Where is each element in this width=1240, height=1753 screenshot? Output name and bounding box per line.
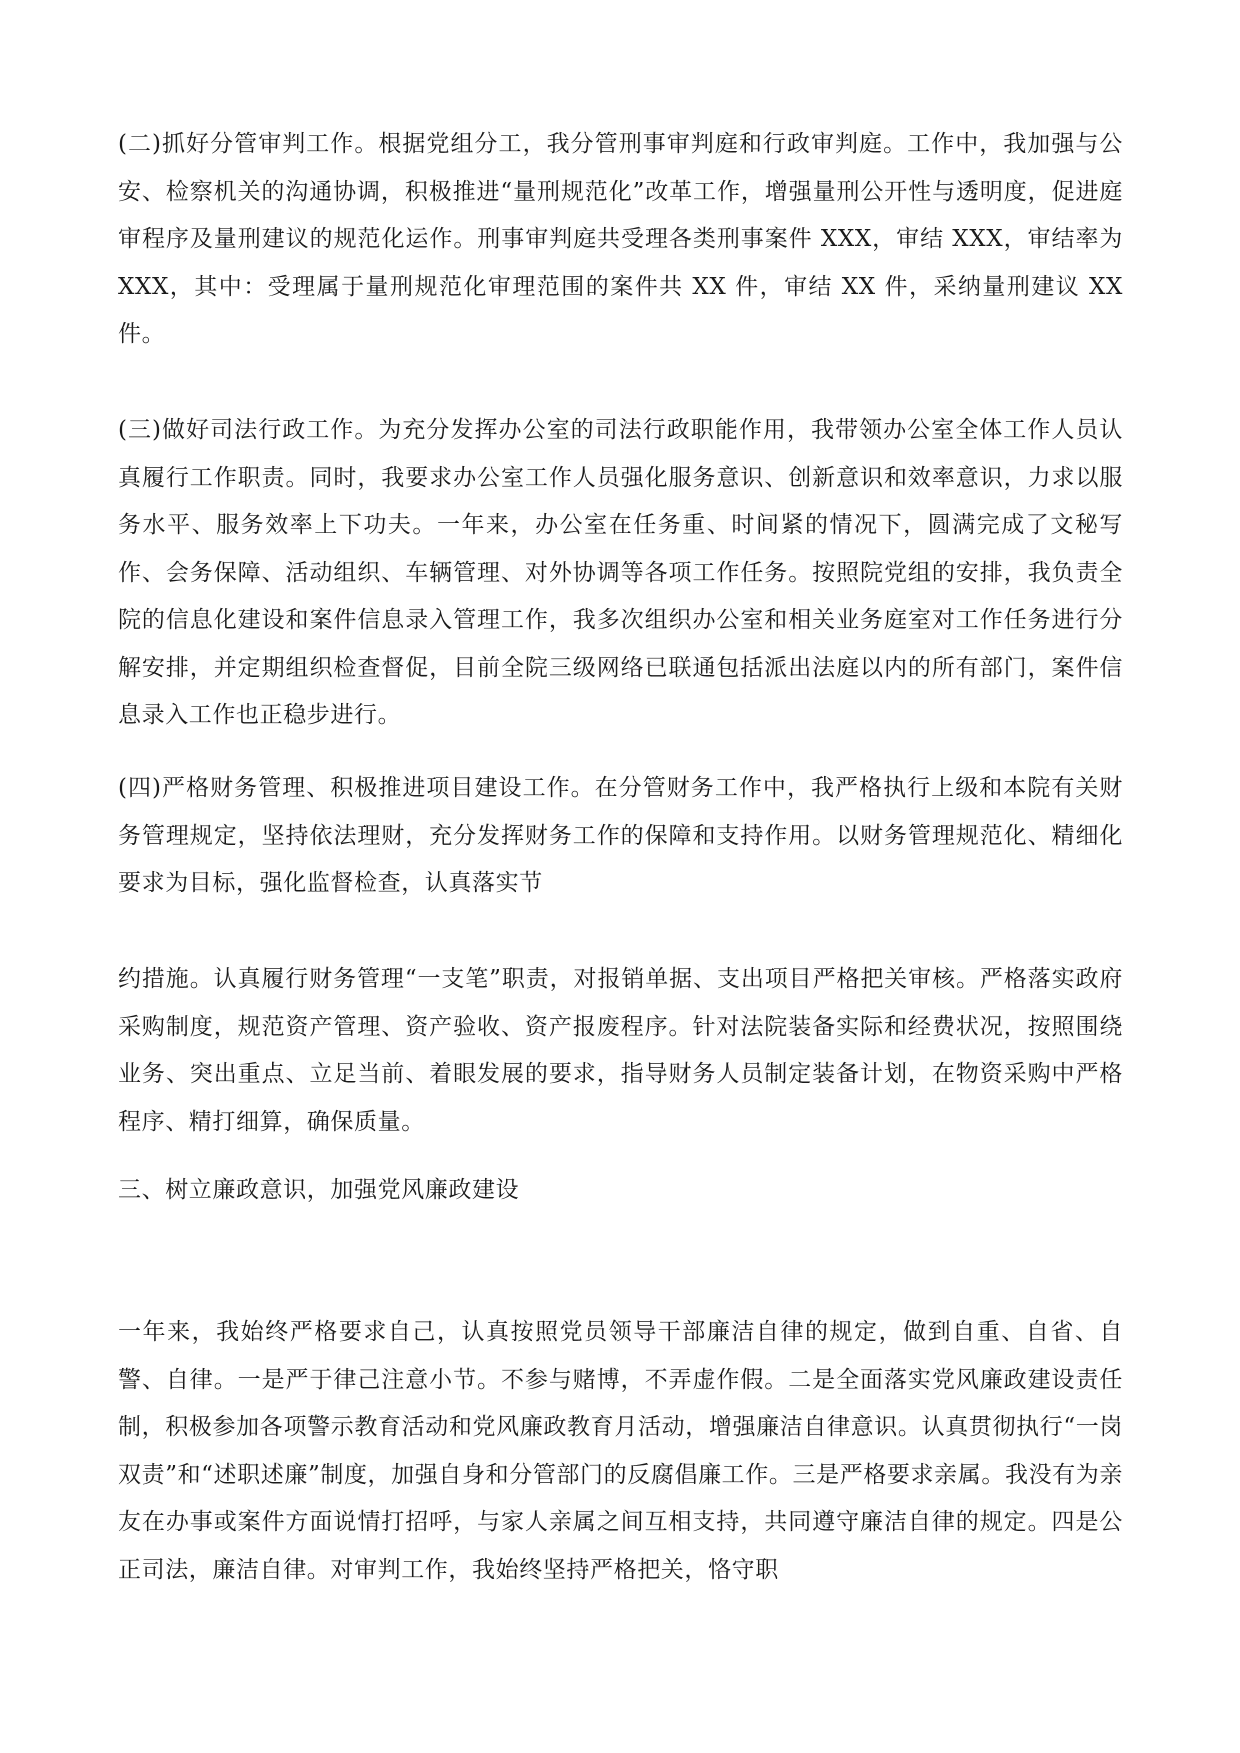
- paragraph-criminal-trial-work: (二)抓好分管审判工作。根据党组分工，我分管刑事审判庭和行政审判庭。工作中，我加强与公安、检察机关的沟通协调，积极推进“量刑规范化”改革工作，增强量刑公开性与透明度，促进庭审程序及量刑建议的规范化运作。刑事审判庭共受理各类刑事案件 XXX，审结 XXX，审结率为 XXX，其中：受理属于量刑规范化审理范围的案件共 XX 件，审结 XX 件，采纳量刑建议 XX 件。: [118, 131, 1123, 347]
- paragraph-self-discipline: 一年来，我始终严格要求自己，认真按照党员领导干部廉洁自律的规定，做到自重、自省、自警、自律。一是严于律己注意小节。不参与赌博，不弄虚作假。二是全面落实党风廉政建设责任制，积极参加各项警示教育活动和党风廉政教育月活动，增强廉洁自律意识。认真贯彻执行“一岗双责”和“述职述廉”制度，加强自身和分管部门的反腐倡廉工作。三是严格要求亲属。我没有为亲友在办事或案件方面说情打招呼，与家人亲属之间互相支持，共同遵守廉洁自律的规定。四是公正司法，廉洁自律。对审判工作，我始终坚持严格把关，恪守职: [118, 1319, 1123, 1583]
- section-heading-integrity: 三、树立廉政意识，加强党风廉政建设: [118, 1177, 520, 1203]
- paragraph-financial-management: (四)严格财务管理、积极推进项目建设工作。在分管财务工作中，我严格执行上级和本院有关财务管理规定，坚持依法理财，充分发挥财务工作的保障和支持作用。以财务管理规范化、精细化要求为目标，强化监督检查，认真落实节: [118, 775, 1123, 896]
- paragraph-financial-continued: 约措施。认真履行财务管理“一支笔”职责，对报销单据、支出项目严格把关审核。严格落实政府采购制度，规范资产管理、资产验收、资产报废程序。针对法院装备实际和经费状况，按照围绕业务、突出重点、立足当前、着眼发展的要求，指导财务人员制定装备计划，在物资采购中严格程序、精打细算，确保质量。: [118, 966, 1123, 1135]
- paragraph-judicial-admin-work: (三)做好司法行政工作。为充分发挥办公室的司法行政职能作用，我带领办公室全体工作人员认真履行工作职责。同时，我要求办公室工作人员强化服务意识、创新意识和效率意识，力求以服务水平、服务效率上下功夫。一年来，办公室在任务重、时间紧的情况下，圆满完成了文秘写作、会务保障、活动组织、车辆管理、对外协调等各项工作任务。按照院党组的安排，我负责全院的信息化建设和案件信息录入管理工作，我多次组织办公室和相关业务庭室对工作任务进行分解安排，并定期组织检查督促，目前全院三级网络已联通包括派出法庭以内的所有部门，案件信息录入工作也正稳步进行。: [118, 417, 1123, 728]
